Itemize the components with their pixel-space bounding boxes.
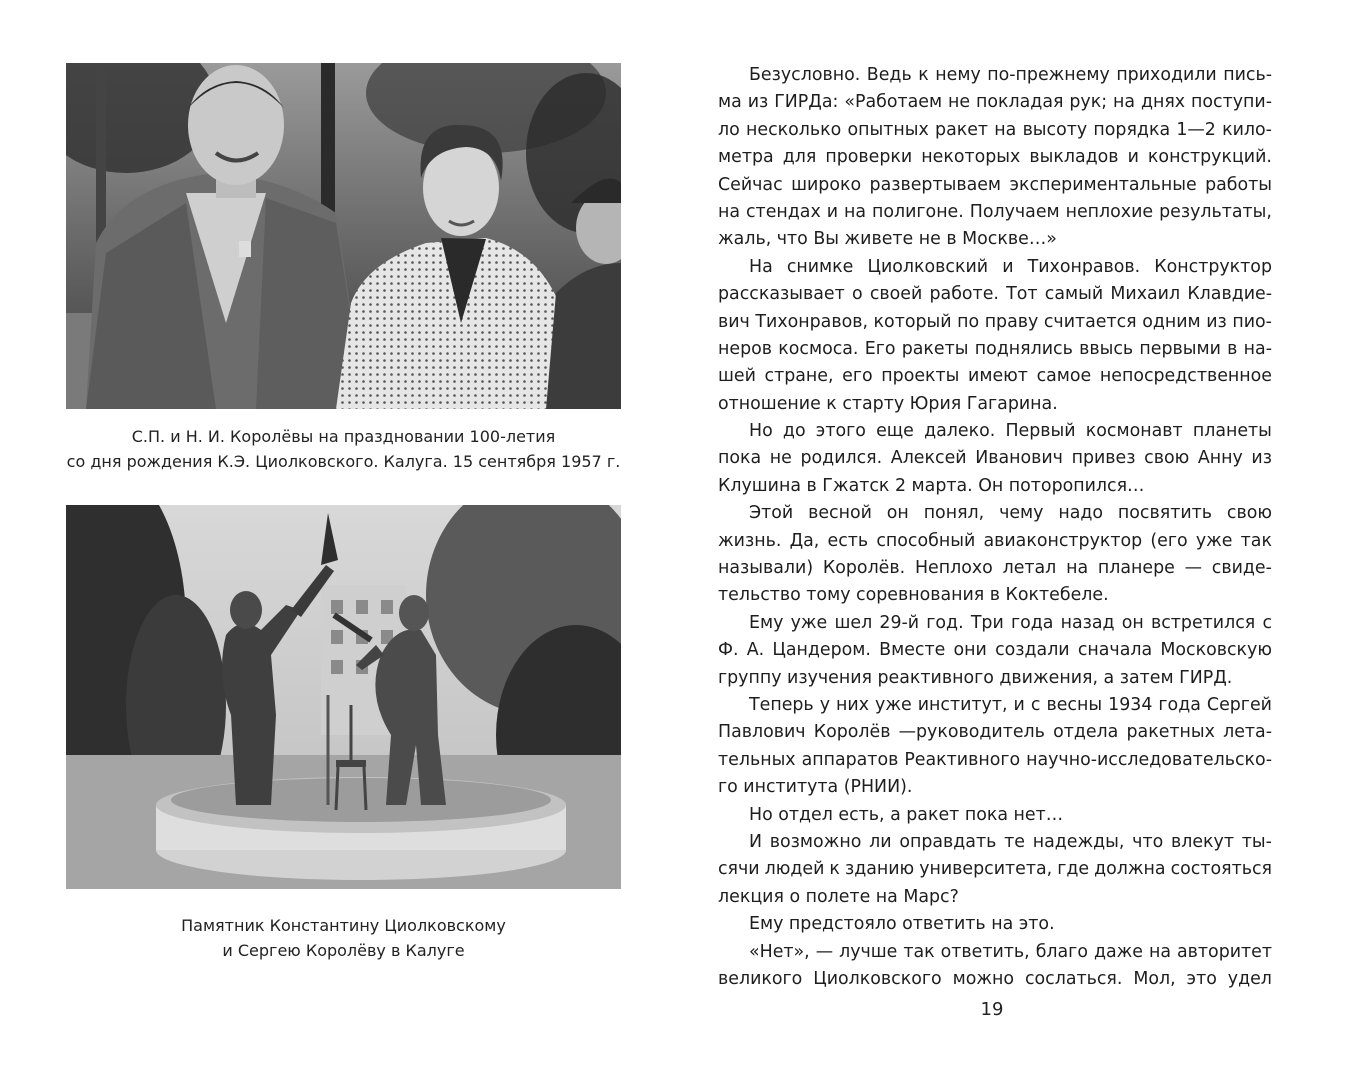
word: Неплохо xyxy=(914,558,993,579)
word: приходили xyxy=(1116,65,1217,85)
text-line xyxy=(718,911,1272,938)
word: — xyxy=(1184,558,1203,579)
word: непосредственное xyxy=(1099,366,1272,387)
text-line xyxy=(718,637,1272,664)
word: свою xyxy=(1226,503,1272,524)
word: и xyxy=(1013,694,1025,715)
word: весны xyxy=(1046,694,1103,715)
text-line xyxy=(718,665,1272,692)
word: уже xyxy=(790,612,828,633)
monument-image xyxy=(66,505,621,889)
word: метра xyxy=(718,147,774,168)
word: ло xyxy=(718,119,740,140)
word: «Работаем xyxy=(844,92,943,113)
korolev-couple-image xyxy=(66,63,621,409)
word: Тихонравов. xyxy=(1027,256,1141,277)
word: полигоне. xyxy=(871,201,964,222)
word: Михаил xyxy=(1110,284,1181,305)
word: возможно xyxy=(769,831,862,852)
word: развертываем xyxy=(869,174,1002,195)
text-line xyxy=(718,391,1272,418)
caption-line: С.П. и Н. И. Королёвы на праздновании 100-летия xyxy=(131,427,556,446)
word: порядка xyxy=(1093,119,1171,140)
word: на xyxy=(1113,92,1136,113)
text-line xyxy=(718,610,1272,637)
word: самое xyxy=(1036,366,1092,387)
word: сначала xyxy=(1077,640,1153,661)
word: так xyxy=(1240,530,1272,551)
word: ли xyxy=(869,831,892,852)
word: аппаратов xyxy=(801,749,899,770)
word: работы xyxy=(1205,174,1272,195)
word: привез xyxy=(1071,448,1136,469)
word: который xyxy=(873,311,952,332)
word: институт, xyxy=(917,694,1008,715)
text-line xyxy=(718,418,1272,445)
word: на xyxy=(843,201,867,222)
word: людей xyxy=(764,859,825,880)
text-line xyxy=(718,199,1272,226)
word: сячи xyxy=(718,859,760,880)
word: способный xyxy=(876,530,976,551)
word: встретился xyxy=(1150,612,1256,633)
word: (его xyxy=(1150,530,1188,551)
word: Реактивного xyxy=(904,749,1021,770)
word: Иванович xyxy=(975,448,1063,469)
word: Этой xyxy=(749,503,794,524)
text-line xyxy=(718,555,1272,582)
word: ракеты xyxy=(901,338,969,359)
word: год. xyxy=(926,612,964,633)
word: к xyxy=(829,859,840,880)
word: еще xyxy=(876,421,914,442)
text-line xyxy=(718,117,1272,144)
word: конструкций. xyxy=(1147,147,1272,168)
word: шей xyxy=(718,366,756,387)
word: работе. xyxy=(929,284,999,305)
word: он xyxy=(1121,612,1144,633)
text-line-content: жаль, что Вы живете не в Москве…» xyxy=(718,229,1057,250)
word: имеют xyxy=(968,366,1028,387)
word: и xyxy=(1127,147,1139,168)
word: праву xyxy=(984,311,1039,332)
monument-caption xyxy=(60,913,627,963)
caption-line: со дня рождения К.Э. Циолковского. Калуга. 15 сентября 1957 г. xyxy=(66,452,621,471)
word: этого xyxy=(815,421,866,442)
word: одним xyxy=(1142,311,1201,332)
word: влекут xyxy=(1170,831,1234,852)
word: он xyxy=(886,503,909,524)
word: где xyxy=(1057,859,1090,880)
word: свиде- xyxy=(1211,558,1272,579)
word: называли) xyxy=(718,558,814,579)
word: Безусловно. xyxy=(749,65,861,85)
word: самый xyxy=(1044,284,1104,305)
word: Королёв. xyxy=(822,558,906,579)
word: проекты xyxy=(881,366,960,387)
word: ГИРДа: xyxy=(774,92,839,113)
word: научно-исследовательско- xyxy=(1026,749,1272,770)
text-line xyxy=(718,144,1272,171)
word: пио- xyxy=(1232,311,1272,332)
word: опытных xyxy=(847,119,929,140)
word: высоту xyxy=(1022,119,1088,140)
text-line xyxy=(718,226,1272,253)
text-line xyxy=(718,774,1272,801)
word: состояться xyxy=(1170,859,1272,880)
text-line xyxy=(718,62,1272,89)
word: Но xyxy=(749,421,773,442)
text-line xyxy=(718,966,1272,993)
caption-line: Памятник Константину Циолковскому xyxy=(181,916,506,935)
word: с xyxy=(1262,612,1272,633)
word: должна xyxy=(1094,859,1166,880)
word: Алексей xyxy=(890,448,967,469)
word: те xyxy=(1004,831,1025,852)
word: космонавт xyxy=(1085,421,1183,442)
text-line xyxy=(718,856,1272,883)
word: авторитет xyxy=(1177,941,1272,962)
word: жизнь. xyxy=(718,530,782,551)
word: на xyxy=(1066,558,1089,579)
word: первыми xyxy=(1139,338,1221,359)
word: Тот xyxy=(1006,284,1038,305)
word: космоса. xyxy=(778,338,859,359)
word: лучше xyxy=(839,941,898,962)
text-line xyxy=(718,528,1272,555)
word: 1—2 xyxy=(1176,119,1216,140)
word: Клавдие- xyxy=(1187,284,1272,305)
word: о xyxy=(851,284,863,305)
word: «Нет», xyxy=(749,941,810,962)
word: есть xyxy=(827,530,869,551)
word: 29-й xyxy=(879,612,920,633)
text-line xyxy=(718,309,1272,336)
word: Ф. xyxy=(718,640,739,661)
word: вич xyxy=(718,311,750,332)
word: ответить, xyxy=(940,941,1030,962)
text-line xyxy=(718,829,1272,856)
word: на xyxy=(718,201,741,222)
word: них xyxy=(836,694,870,715)
word: по-прежнему xyxy=(987,65,1110,85)
word: удел xyxy=(1227,968,1272,989)
word: ты- xyxy=(1241,831,1272,852)
word: стране, xyxy=(764,366,834,387)
word: своей xyxy=(869,284,923,305)
text-line xyxy=(718,582,1272,609)
word: на xyxy=(1149,941,1172,962)
word: надо xyxy=(1058,503,1104,524)
word: ма xyxy=(718,92,742,113)
word: Мол, xyxy=(1133,968,1176,989)
text-line-content: тельство тому соревнования в Коктебеле. xyxy=(718,585,1109,606)
word: некоторых xyxy=(921,147,1021,168)
word: года xyxy=(1158,694,1201,715)
korolev-couple-photo xyxy=(66,63,621,409)
text-line xyxy=(718,89,1272,116)
word: Циолковского xyxy=(813,968,942,989)
word: на xyxy=(994,119,1017,140)
word: университета, xyxy=(919,859,1053,880)
text-line xyxy=(718,281,1272,308)
word: А. xyxy=(746,640,765,661)
word: Циолковский xyxy=(867,256,989,277)
word: пись- xyxy=(1223,65,1272,85)
word: Вместе xyxy=(879,640,946,661)
word: снимке xyxy=(786,256,854,277)
text-line xyxy=(718,500,1272,527)
text-line xyxy=(718,445,1272,472)
word: Три xyxy=(970,612,1004,633)
text-line-content: группу изучения реактивного движения, а затем ГИРД. xyxy=(718,667,1233,688)
word: на- xyxy=(1243,338,1272,359)
word: посвятить xyxy=(1117,503,1213,524)
korolev-couple-caption xyxy=(60,424,627,474)
word: — xyxy=(815,941,834,962)
word: Королёв xyxy=(813,722,891,743)
word: далеко. xyxy=(924,421,996,442)
word: и xyxy=(1002,256,1014,277)
word: не xyxy=(769,448,792,469)
word: Конструктор xyxy=(1154,256,1272,277)
word: понял, xyxy=(923,503,985,524)
text-line xyxy=(718,254,1272,281)
word: днях xyxy=(1140,92,1186,113)
word: Да, xyxy=(789,530,820,551)
word: благо xyxy=(1035,941,1088,962)
word: Первый xyxy=(1005,421,1076,442)
word: из xyxy=(1206,311,1227,332)
word: рук; xyxy=(1069,92,1108,113)
text-line-content: го института (РНИИ). xyxy=(718,777,913,798)
word: с xyxy=(1030,694,1041,715)
monument-photo xyxy=(66,505,621,889)
word: экспериментальные xyxy=(1009,174,1197,195)
text-line xyxy=(718,802,1272,829)
text-line xyxy=(718,473,1272,500)
word: свою xyxy=(1144,448,1190,469)
word: даже xyxy=(1093,941,1144,962)
word: Павлович xyxy=(718,722,806,743)
word: рассказывает xyxy=(718,284,845,305)
word: из xyxy=(747,92,769,113)
word: в xyxy=(1227,338,1238,359)
word: для xyxy=(782,147,817,168)
word: И xyxy=(749,831,763,852)
word: поднялись xyxy=(974,338,1073,359)
text-line-content: Но отдел есть, а ракет пока нет… xyxy=(749,804,1064,825)
word: можно xyxy=(952,968,1015,989)
word: лета- xyxy=(1223,722,1272,743)
word: ракетных xyxy=(1126,722,1215,743)
word: летал xyxy=(1002,558,1057,579)
word: тельных xyxy=(718,749,796,770)
body-text xyxy=(718,62,1272,993)
word: ракет xyxy=(935,119,989,140)
word: чему xyxy=(999,503,1044,524)
word: выкладов xyxy=(1029,147,1119,168)
word: его xyxy=(842,366,873,387)
word: по xyxy=(957,311,980,332)
word: Сейчас xyxy=(718,174,783,195)
word: Ему xyxy=(749,612,784,633)
word: ввысь xyxy=(1079,338,1134,359)
word: поступи- xyxy=(1191,92,1272,113)
word: уже xyxy=(875,694,912,715)
word: Анну xyxy=(1197,448,1243,469)
word: и xyxy=(826,201,839,222)
word: широко xyxy=(791,174,862,195)
word: —руководитель xyxy=(898,722,1045,743)
word: планере xyxy=(1097,558,1175,579)
word: так xyxy=(903,941,935,962)
text-line xyxy=(718,363,1272,390)
word: до xyxy=(782,421,806,442)
word: пока xyxy=(718,448,762,469)
word: считается xyxy=(1043,311,1137,332)
word: покладая xyxy=(976,92,1064,113)
word: у xyxy=(819,694,831,715)
word: родился. xyxy=(800,448,883,469)
text-line xyxy=(718,747,1272,774)
word: зданию xyxy=(844,859,915,880)
word: к xyxy=(918,65,929,85)
word: сослаться. xyxy=(1024,968,1123,989)
word: 1934 xyxy=(1108,694,1153,715)
text-line xyxy=(718,719,1272,746)
word: они xyxy=(953,640,987,661)
text-line xyxy=(718,939,1272,966)
word: Московскую xyxy=(1160,640,1272,661)
word: года xyxy=(1010,612,1054,633)
word: Тихонравов, xyxy=(755,311,868,332)
word: проверки xyxy=(825,147,913,168)
word: На xyxy=(749,256,773,277)
word: авиаконструктор xyxy=(983,530,1143,551)
word: отдела xyxy=(1053,722,1119,743)
word: несколько xyxy=(746,119,842,140)
word: Его xyxy=(864,338,896,359)
word: результаты, xyxy=(1159,201,1272,222)
word: назад xyxy=(1060,612,1115,633)
word: весной xyxy=(808,503,872,524)
word: Теперь xyxy=(749,694,814,715)
word: создали xyxy=(995,640,1070,661)
text-line-content: лекция о полете на Марс? xyxy=(718,886,959,907)
word: стендах xyxy=(746,201,821,222)
word: надежды, xyxy=(1032,831,1125,852)
word: шел xyxy=(834,612,873,633)
word: из xyxy=(1251,448,1272,469)
word: Сергей xyxy=(1206,694,1272,715)
word: уже xyxy=(1195,530,1233,551)
word: оправдать xyxy=(899,831,997,852)
word: нему xyxy=(935,65,981,85)
text-line-content: Клушина в Гжатск 2 марта. Он поторопился… xyxy=(718,475,1145,496)
word: Ведь xyxy=(866,65,912,85)
caption-line: и Сергею Королёву в Калуге xyxy=(222,941,465,960)
word: великого xyxy=(718,968,803,989)
text-line xyxy=(718,884,1272,911)
text-line-content: отношение к старту Юрия Гагарина. xyxy=(718,393,1058,414)
word: неров xyxy=(718,338,772,359)
word: Цандером. xyxy=(772,640,871,661)
word: это xyxy=(1186,968,1217,989)
word: кило- xyxy=(1222,119,1272,140)
word: Получаем xyxy=(969,201,1060,222)
word: не xyxy=(948,92,971,113)
word: планеты xyxy=(1192,421,1272,442)
word: неплохие xyxy=(1065,201,1154,222)
text-line-content: Ему предстояло ответить на это. xyxy=(749,914,1055,935)
text-line xyxy=(718,692,1272,719)
text-line xyxy=(718,172,1272,199)
word: что xyxy=(1132,831,1164,852)
page-number: 19 xyxy=(980,999,1004,1020)
text-line xyxy=(718,336,1272,363)
